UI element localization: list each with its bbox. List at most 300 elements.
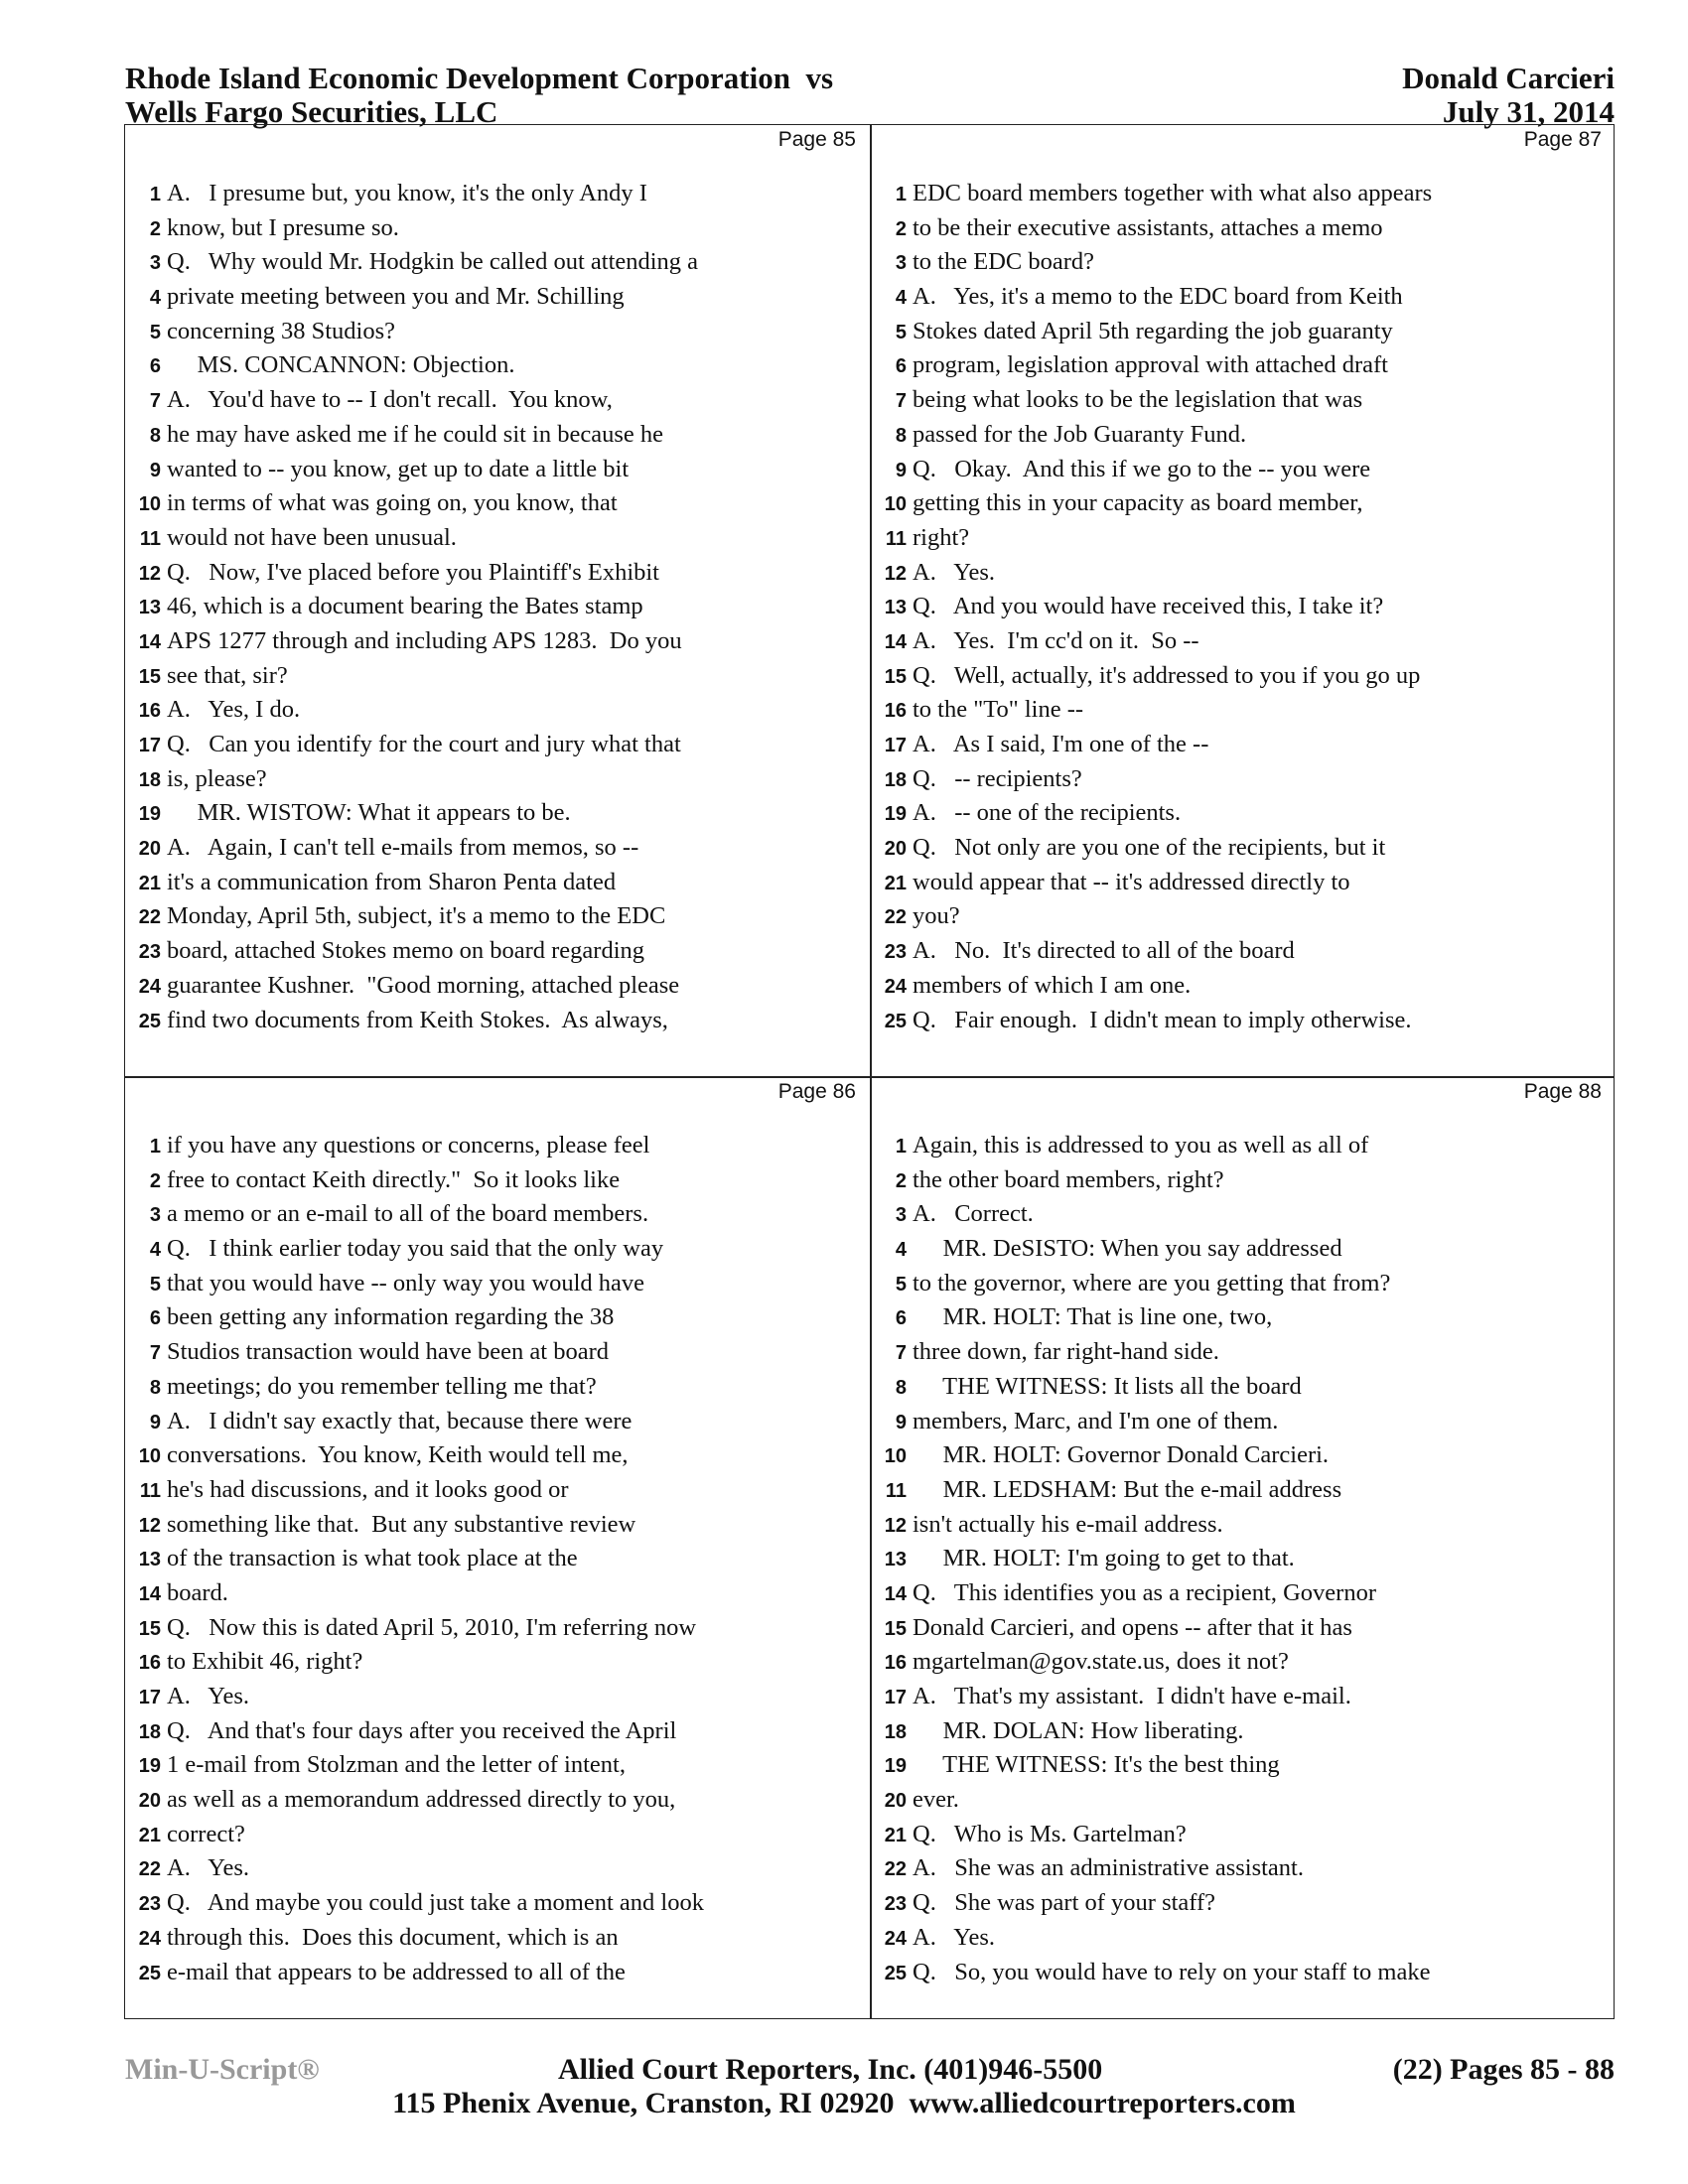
transcript-grid — [124, 124, 1615, 2019]
min-u-script-brand: Min-U-Script® — [125, 2053, 320, 2086]
line-text: A. Yes, it's a memo to the EDC board from Keith — [913, 283, 1403, 311]
line-text: MS. CONCANNON: Objection. — [167, 351, 515, 379]
transcript-line — [871, 1300, 1616, 1335]
line-number: 15 — [138, 1617, 161, 1640]
line-number: 6 — [895, 1307, 907, 1330]
line-number: 9 — [149, 459, 161, 481]
transcript-line — [125, 1129, 870, 1163]
transcript-line — [871, 348, 1616, 383]
line-text: as well as a memorandum addressed directly to you, — [167, 1786, 676, 1814]
line-number: 21 — [884, 1824, 907, 1846]
line-text: something like that. But any substantive review — [167, 1510, 636, 1538]
line-text: MR. WISTOW: What it appears to be. — [167, 799, 571, 827]
line-number: 2 — [149, 217, 161, 240]
line-text: board. — [167, 1578, 228, 1606]
page-number: Page 86 — [777, 1080, 856, 1103]
transcript-line — [125, 1956, 870, 1990]
deponent-block — [1402, 62, 1615, 129]
line-number: 25 — [884, 1010, 907, 1032]
transcript-line — [871, 1748, 1616, 1783]
line-text: to the EDC board? — [913, 248, 1095, 276]
line-number: 9 — [149, 1411, 161, 1433]
line-number: 4 — [149, 1239, 161, 1262]
line-text: A. Yes, I do. — [167, 696, 301, 724]
transcript-line — [871, 1851, 1616, 1886]
transcript-line — [871, 1783, 1616, 1818]
line-number: 25 — [138, 1962, 161, 1984]
line-text: Studios transaction would have been at board — [167, 1338, 609, 1366]
transcript-page — [871, 1077, 1616, 2028]
line-number: 20 — [138, 838, 161, 861]
transcript-line — [871, 1714, 1616, 1749]
line-number: 16 — [138, 700, 161, 723]
line-number: 7 — [149, 390, 161, 413]
line-text: private meeting between you and Mr. Schilling — [167, 283, 625, 311]
line-number: 4 — [149, 287, 161, 310]
line-text: through this. Does this document, which is an — [167, 1923, 619, 1951]
line-text: in terms of what was going on, you know, that — [167, 489, 618, 517]
line-text: THE WITNESS: It lists all the board — [913, 1372, 1302, 1400]
line-number: 5 — [149, 321, 161, 343]
transcript-line — [125, 280, 870, 315]
transcript-line — [125, 1267, 870, 1301]
line-number: 1 — [895, 1136, 907, 1158]
transcript-line — [125, 1473, 870, 1508]
line-number: 21 — [884, 872, 907, 894]
transcript-line — [871, 831, 1616, 866]
line-text: THE WITNESS: It's the best thing — [913, 1751, 1280, 1779]
line-number: 22 — [884, 1858, 907, 1881]
transcript-line — [125, 1645, 870, 1680]
line-number: 10 — [884, 1445, 907, 1468]
line-number: 24 — [884, 1927, 907, 1950]
line-text: he's had discussions, and it looks good or — [167, 1475, 569, 1503]
transcript-line — [125, 969, 870, 1004]
pages-summary: (22) Pages 85 - 88 — [1392, 2053, 1615, 2086]
line-text: that you would have -- only way you would have — [167, 1269, 645, 1297]
line-number: 14 — [884, 630, 907, 653]
line-text: a memo or an e-mail to all of the board members. — [167, 1200, 649, 1228]
line-text: e-mail that appears to be addressed to all of the — [167, 1958, 626, 1985]
line-text: it's a communication from Sharon Penta dated — [167, 868, 617, 895]
line-number: 4 — [895, 287, 907, 310]
line-text: if you have any questions or concerns, please feel — [167, 1132, 650, 1159]
line-text: wanted to -- you know, get up to date a little bit — [167, 455, 630, 482]
line-number: 19 — [138, 803, 161, 826]
transcript-line — [871, 728, 1616, 762]
line-number: 11 — [139, 1479, 161, 1502]
page-number: Page 88 — [1523, 1080, 1602, 1103]
line-text: A. Yes. — [913, 558, 996, 586]
line-number: 21 — [138, 1824, 161, 1846]
line-number: 7 — [149, 1342, 161, 1365]
line-number: 1 — [149, 1136, 161, 1158]
line-text: know, but I presume so. — [167, 213, 399, 241]
line-text: Q. I think earlier today you said that the only way — [167, 1235, 664, 1263]
transcript-line — [871, 659, 1616, 694]
transcript-line — [871, 521, 1616, 556]
transcript-line — [871, 418, 1616, 453]
line-text: MR. DOLAN: How liberating. — [913, 1716, 1244, 1744]
transcript-lines — [125, 177, 870, 1037]
line-number: 15 — [884, 665, 907, 688]
line-text: to be their executive assistants, attaches a memo — [913, 213, 1383, 241]
line-text: Donald Carcieri, and opens -- after that it has — [913, 1613, 1352, 1641]
transcript-line — [125, 590, 870, 624]
line-text: A. She was an administrative assistant. — [913, 1854, 1304, 1882]
transcript-line — [871, 693, 1616, 728]
transcript-line — [871, 1611, 1616, 1646]
line-number: 19 — [138, 1755, 161, 1778]
line-number: 2 — [895, 217, 907, 240]
line-text: being what looks to be the legislation that was — [913, 386, 1363, 414]
page-number: Page 85 — [777, 128, 856, 151]
transcript-line — [125, 728, 870, 762]
transcript-line — [871, 1956, 1616, 1990]
case-caption-line2: Wells Fargo Securities, LLC — [125, 94, 498, 129]
transcript-line — [125, 1004, 870, 1038]
transcript-line — [871, 1680, 1616, 1714]
line-text: Q. -- recipients? — [913, 764, 1082, 792]
line-number: 14 — [138, 1582, 161, 1605]
line-number: 3 — [149, 252, 161, 275]
line-number: 17 — [138, 1687, 161, 1708]
line-text: MR. HOLT: Governor Donald Carcieri. — [913, 1441, 1330, 1469]
transcript-page — [871, 125, 1616, 1076]
transcript-line — [871, 1197, 1616, 1232]
line-number: 12 — [884, 1514, 907, 1537]
case-caption — [125, 62, 833, 129]
line-number: 23 — [138, 1893, 161, 1916]
line-number: 9 — [895, 1411, 907, 1433]
line-number: 11 — [885, 1479, 907, 1502]
line-number: 3 — [895, 1204, 907, 1227]
transcript-line — [871, 934, 1616, 969]
transcript-line — [871, 1576, 1616, 1611]
transcript-line — [125, 1576, 870, 1611]
line-number: 8 — [895, 424, 907, 447]
line-number: 15 — [138, 665, 161, 688]
line-number: 7 — [895, 390, 907, 413]
line-number: 7 — [895, 1342, 907, 1365]
line-number: 18 — [884, 1720, 907, 1743]
transcript-line — [871, 177, 1616, 211]
transcript-line — [125, 866, 870, 900]
transcript-line — [871, 1267, 1616, 1301]
line-number: 1 — [149, 184, 161, 205]
line-number: 10 — [884, 493, 907, 516]
transcript-line — [125, 1818, 870, 1852]
line-text: A. No. It's directed to all of the board — [913, 937, 1295, 965]
transcript-line — [125, 1680, 870, 1714]
transcript-line — [125, 1783, 870, 1818]
line-number: 4 — [895, 1239, 907, 1262]
transcript-line — [125, 315, 870, 349]
line-number: 18 — [138, 1720, 161, 1743]
transcript-line — [125, 1542, 870, 1576]
line-text: Again, this is addressed to you as well as all of — [913, 1132, 1369, 1159]
transcript-line — [871, 866, 1616, 900]
transcript-line — [871, 556, 1616, 591]
transcript-line — [871, 1818, 1616, 1852]
line-text: 1 e-mail from Stolzman and the letter of intent, — [167, 1751, 626, 1779]
line-text: would appear that -- it's addressed directly to — [913, 868, 1350, 895]
line-number: 6 — [895, 355, 907, 378]
line-number: 20 — [138, 1790, 161, 1813]
reporter-address: 115 Phenix Avenue, Cranston, RI 02920 www.alliedcourtreporters.com — [392, 2087, 1296, 2119]
line-text: of the transaction is what took place at the — [167, 1545, 578, 1572]
line-text: Q. Well, actually, it's addressed to you if you go up — [913, 661, 1421, 689]
line-number: 18 — [884, 768, 907, 791]
line-number: 5 — [895, 321, 907, 343]
transcript-lines — [871, 177, 1616, 1037]
line-text: Q. This identifies you as a recipient, Governor — [913, 1578, 1376, 1606]
line-text: is, please? — [167, 764, 267, 792]
line-number: 24 — [138, 975, 161, 998]
line-text: Monday, April 5th, subject, it's a memo to the EDC — [167, 902, 666, 930]
line-text: MR. HOLT: I'm going to get to that. — [913, 1545, 1295, 1572]
transcript-line — [871, 590, 1616, 624]
line-text: members of which I am one. — [913, 971, 1192, 999]
transcript-line — [871, 796, 1616, 831]
line-number: 23 — [138, 941, 161, 964]
transcript-line — [871, 245, 1616, 280]
line-text: A. -- one of the recipients. — [913, 799, 1182, 827]
line-text: the other board members, right? — [913, 1165, 1224, 1193]
transcript-line — [125, 1163, 870, 1198]
line-number: 2 — [149, 1169, 161, 1192]
line-text: MR. HOLT: That is line one, two, — [913, 1303, 1273, 1331]
transcript-line — [125, 899, 870, 934]
transcript-line — [871, 315, 1616, 349]
line-text: Q. Now this is dated April 5, 2010, I'm referring now — [167, 1613, 697, 1641]
line-text: to the "To" line -- — [913, 696, 1084, 724]
line-text: Q. Not only are you one of the recipients, but it — [913, 834, 1386, 862]
line-text: A. As I said, I'm one of the -- — [913, 731, 1209, 757]
transcript-line — [125, 1300, 870, 1335]
line-text: correct? — [167, 1820, 245, 1847]
transcript-line — [125, 1438, 870, 1473]
transcript-line — [125, 1370, 870, 1405]
reporter-company: Allied Court Reporters, Inc. (401)946-5500 — [558, 2053, 1103, 2086]
line-text: see that, sir? — [167, 661, 288, 689]
transcript-line — [125, 383, 870, 418]
line-text: program, legislation approval with attached draft — [913, 351, 1388, 379]
line-number: 18 — [138, 768, 161, 791]
transcript-line — [125, 1851, 870, 1886]
line-text: meetings; do you remember telling me that? — [167, 1372, 597, 1400]
transcript-line — [125, 486, 870, 521]
line-number: 5 — [895, 1273, 907, 1296]
line-text: right? — [913, 523, 970, 551]
transcript-line — [871, 1886, 1616, 1921]
line-number: 21 — [138, 872, 161, 894]
line-text: Q. Who is Ms. Gartelman? — [913, 1820, 1187, 1847]
line-text: Q. Can you identify for the court and jury what that — [167, 731, 681, 757]
line-number: 10 — [138, 493, 161, 516]
transcript-line — [125, 418, 870, 453]
line-text: A. You'd have to -- I don't recall. You know, — [167, 386, 613, 414]
transcript-line — [871, 280, 1616, 315]
case-caption-line1: Rhode Island Economic Development Corporation vs — [125, 61, 834, 95]
line-text: conversations. You know, Keith would tell me, — [167, 1441, 629, 1469]
transcript-line — [871, 1645, 1616, 1680]
transcript-line — [871, 1129, 1616, 1163]
line-number: 13 — [138, 1549, 161, 1571]
line-text: Q. And maybe you could just take a moment and look — [167, 1889, 704, 1917]
line-number: 22 — [884, 906, 907, 929]
transcript-line — [125, 521, 870, 556]
line-text: concerning 38 Studios? — [167, 317, 395, 344]
line-text: Stokes dated April 5th regarding the job guaranty — [913, 317, 1393, 344]
line-text: A. Yes. I'm cc'd on it. So -- — [913, 626, 1199, 654]
transcript-line — [125, 659, 870, 694]
transcript-line — [125, 211, 870, 246]
transcript-line — [871, 383, 1616, 418]
transcript-line — [871, 1542, 1616, 1576]
line-number: 2 — [895, 1169, 907, 1192]
transcript-line — [871, 486, 1616, 521]
transcript-line — [871, 969, 1616, 1004]
transcript-line — [871, 762, 1616, 797]
line-text: getting this in your capacity as board member, — [913, 489, 1363, 517]
transcript-line — [125, 796, 870, 831]
line-number: 25 — [884, 1962, 907, 1984]
line-text: A. Yes. — [913, 1923, 996, 1951]
line-text: guarantee Kushner. "Good morning, attached please — [167, 971, 680, 999]
line-number: 20 — [884, 1790, 907, 1813]
line-number: 8 — [149, 424, 161, 447]
line-text: APS 1277 through and including APS 1283. Do you — [167, 626, 682, 654]
line-number: 11 — [139, 527, 161, 550]
transcript-line — [871, 453, 1616, 487]
transcript-line — [871, 1508, 1616, 1543]
transcript-line — [871, 1232, 1616, 1267]
line-number: 8 — [149, 1376, 161, 1399]
transcript-line — [125, 831, 870, 866]
line-text: he may have asked me if he could sit in because he — [167, 420, 664, 448]
line-number: 12 — [138, 1514, 161, 1537]
transcript-line — [125, 245, 870, 280]
line-text: A. Again, I can't tell e-mails from memos, so -- — [167, 834, 639, 862]
line-text: Q. She was part of your staff? — [913, 1889, 1216, 1917]
line-number: 9 — [895, 459, 907, 481]
line-number: 8 — [895, 1376, 907, 1399]
line-text: 46, which is a document bearing the Bates stamp — [167, 593, 643, 620]
line-text: A. Yes. — [167, 1683, 250, 1709]
transcript-line — [125, 1232, 870, 1267]
transcript-line — [125, 624, 870, 659]
transcript-line — [871, 211, 1616, 246]
line-text: would not have been unusual. — [167, 523, 457, 551]
transcript-line — [871, 1163, 1616, 1198]
transcript-line — [125, 1748, 870, 1783]
line-number: 20 — [884, 838, 907, 861]
transcript-line — [125, 348, 870, 383]
transcript-line — [125, 1508, 870, 1543]
line-text: passed for the Job Guaranty Fund. — [913, 420, 1247, 448]
transcript-line — [125, 1714, 870, 1749]
line-text: A. That's my assistant. I didn't have e-mail. — [913, 1683, 1351, 1709]
line-text: mgartelman@gov.state.us, does it not? — [913, 1648, 1289, 1676]
transcript-line — [871, 1921, 1616, 1956]
transcript-line — [871, 1370, 1616, 1405]
line-number: 11 — [885, 527, 907, 550]
deponent-name: Donald Carcieri — [1402, 61, 1615, 95]
line-text: free to contact Keith directly." So it looks like — [167, 1165, 621, 1193]
page-number: Page 87 — [1523, 128, 1602, 151]
transcript-line — [125, 693, 870, 728]
transcript-lines — [871, 1129, 1616, 1989]
line-number: 22 — [138, 1858, 161, 1881]
line-text: find two documents from Keith Stokes. As always, — [167, 1006, 668, 1033]
line-number: 19 — [884, 1755, 907, 1778]
transcript-line — [125, 1611, 870, 1646]
transcript-line — [125, 1197, 870, 1232]
line-number: 19 — [884, 803, 907, 826]
transcript-line — [871, 1335, 1616, 1370]
line-number: 13 — [884, 597, 907, 619]
line-number: 13 — [138, 597, 161, 619]
line-number: 22 — [138, 906, 161, 929]
deposition-date: July 31, 2014 — [1442, 94, 1615, 129]
transcript-line — [871, 1473, 1616, 1508]
line-number: 16 — [884, 1652, 907, 1675]
transcript-line — [125, 453, 870, 487]
line-number: 16 — [138, 1652, 161, 1675]
transcript-line — [871, 899, 1616, 934]
transcript-page — [125, 125, 870, 1076]
transcript-line — [125, 177, 870, 211]
line-number: 1 — [895, 184, 907, 205]
line-number: 17 — [884, 1687, 907, 1708]
line-number: 23 — [884, 941, 907, 964]
transcript-page — [125, 1077, 870, 2028]
line-number: 16 — [884, 700, 907, 723]
line-number: 14 — [884, 1582, 907, 1605]
line-number: 14 — [138, 630, 161, 653]
line-number: 3 — [895, 252, 907, 275]
line-text: EDC board members together with what also appears — [913, 180, 1433, 206]
line-number: 6 — [149, 1307, 161, 1330]
transcript-line — [125, 934, 870, 969]
line-number: 5 — [149, 1273, 161, 1296]
transcript-line — [125, 1921, 870, 1956]
line-text: Q. Why would Mr. Hodgkin be called out attending a — [167, 248, 699, 276]
line-text: Q. And that's four days after you received the April — [167, 1716, 677, 1744]
line-number: 12 — [138, 562, 161, 585]
line-number: 6 — [149, 355, 161, 378]
transcript-line — [871, 1405, 1616, 1439]
line-text: Q. And you would have received this, I take it? — [913, 593, 1384, 620]
line-text: A. I didn't say exactly that, because there were — [167, 1407, 633, 1434]
transcript-line — [125, 1886, 870, 1921]
line-text: Q. So, you would have to rely on your staff to make — [913, 1958, 1431, 1985]
transcript-line — [871, 1004, 1616, 1038]
line-text: Q. Fair enough. I didn't mean to imply otherwise. — [913, 1006, 1412, 1033]
line-number: 25 — [138, 1010, 161, 1032]
line-text: ever. — [913, 1786, 959, 1814]
transcript-lines — [125, 1129, 870, 1989]
transcript-line — [871, 1438, 1616, 1473]
line-text: to Exhibit 46, right? — [167, 1648, 363, 1676]
line-number: 10 — [138, 1445, 161, 1468]
line-text: isn't actually his e-mail address. — [913, 1510, 1223, 1538]
line-text: been getting any information regarding the 38 — [167, 1303, 615, 1331]
line-text: A. Correct. — [913, 1200, 1034, 1228]
line-number: 12 — [884, 562, 907, 585]
transcript-line — [871, 624, 1616, 659]
